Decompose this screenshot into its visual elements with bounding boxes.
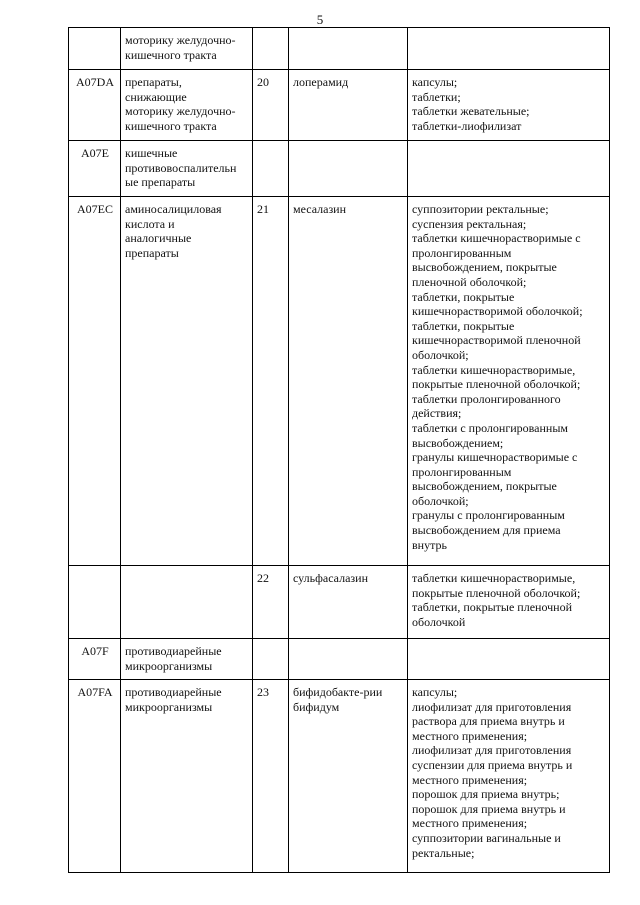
dosage-forms-cell-line: лиофилизат для приготовления <box>412 699 572 714</box>
dosage-forms-cell-line: капсулы; <box>412 75 458 89</box>
group-name-cell-line: ые препараты <box>125 175 196 190</box>
group-name-cell <box>121 566 253 639</box>
group-name-cell-line: кишечного тракта <box>125 47 217 62</box>
dosage-forms-cell <box>408 680 610 873</box>
drug-name-cell-line: сульфасалазин <box>293 571 369 585</box>
dosage-forms-cell-line: кишечнорастворимой оболочкой; <box>412 304 583 319</box>
table-row <box>69 70 610 141</box>
item-number-cell: 20 <box>253 70 289 141</box>
group-name-cell-line: микроорганизмы <box>125 658 213 673</box>
drug-name-cell <box>289 70 408 141</box>
atc-code-cell: A07E <box>69 141 121 197</box>
dosage-forms-cell-line: таблетки; <box>412 89 461 104</box>
group-name-cell <box>121 197 253 566</box>
dosage-forms-cell-line: таблетки пролонгированного <box>412 391 561 406</box>
group-name-cell-line: препараты, <box>125 75 182 89</box>
item-number-cell: 22 <box>253 566 289 639</box>
dosage-forms-cell-line: местного применения; <box>412 772 528 787</box>
dosage-forms-cell-line: таблетки с пролонгированным <box>412 420 569 435</box>
group-name-cell-line: кислота и <box>125 216 175 231</box>
group-name-cell-line: противовоспалительн <box>125 160 237 175</box>
dosage-forms-cell-line: пролонгированным <box>412 245 512 260</box>
group-name-cell-line: моторику желудочно- <box>125 33 236 47</box>
group-name-cell <box>121 639 253 680</box>
dosage-forms-cell-line: суппозитории ректальные; <box>412 202 549 216</box>
dosage-forms-cell-line: покрытые пленочной оболочкой; <box>412 377 581 392</box>
group-name-cell-line: снижающие <box>125 89 187 104</box>
group-name-cell-line: аминосалициловая <box>125 202 222 216</box>
drug-name-cell-line: бифидобакте-рии <box>293 685 383 699</box>
drug-name-cell <box>289 680 408 873</box>
drug-name-cell-line: лоперамид <box>293 75 349 89</box>
dosage-forms-cell-line: капсулы; <box>412 685 458 699</box>
dosage-forms-cell <box>408 639 610 680</box>
dosage-forms-cell-line: суспензия ректальная; <box>412 216 527 231</box>
table-row <box>69 28 610 70</box>
dosage-forms-cell-line: покрытые пленочной оболочкой; <box>412 585 581 600</box>
dosage-forms-cell-line: таблетки жевательные; <box>412 104 530 119</box>
drug-name-cell-line: месалазин <box>293 202 347 216</box>
dosage-forms-cell-line: таблетки-лиофилизат <box>412 118 522 133</box>
dosage-forms-cell-line: порошок для приема внутрь; <box>412 787 560 802</box>
item-number-cell <box>253 639 289 680</box>
dosage-forms-cell <box>408 28 610 70</box>
group-name-cell-line: противодиарейные <box>125 644 222 658</box>
item-number-cell: 23 <box>253 680 289 873</box>
dosage-forms-cell-line: ректальные; <box>412 845 475 860</box>
dosage-forms-cell-line: раствора для приема внутрь и <box>412 714 565 729</box>
dosage-forms-cell <box>408 197 610 566</box>
dosage-forms-cell-line: пролонгированным <box>412 464 512 479</box>
dosage-forms-cell-line: высвобождением, покрытые <box>412 479 557 494</box>
dosage-forms-cell-line: местного применения; <box>412 728 528 743</box>
table-row <box>69 680 610 873</box>
table-row <box>69 197 610 566</box>
group-name-cell-line: противодиарейные <box>125 685 222 699</box>
dosage-forms-cell-line: оболочкой; <box>412 493 469 508</box>
drug-name-cell <box>289 566 408 639</box>
dosage-forms-cell-line: суспензии для приема внутрь и <box>412 757 573 772</box>
group-name-cell <box>121 141 253 197</box>
drug-name-cell <box>289 28 408 70</box>
dosage-forms-cell-line: лиофилизат для приготовления <box>412 743 572 758</box>
dosage-forms-cell-line: таблетки, покрытые <box>412 318 515 333</box>
dosage-forms-cell-line: высвобождением для приема <box>412 523 561 538</box>
item-number-cell: 21 <box>253 197 289 566</box>
group-name-cell-line: кишечные <box>125 146 178 160</box>
item-number-cell <box>253 28 289 70</box>
dosage-forms-cell-line: оболочкой; <box>412 347 469 362</box>
dosage-forms-cell-line: таблетки кишечнорастворимые с <box>412 231 581 246</box>
drug-name-cell-line: бифидум <box>293 699 340 714</box>
group-name-cell-line: кишечного тракта <box>125 118 217 133</box>
item-number-cell <box>253 141 289 197</box>
atc-code-cell <box>69 28 121 70</box>
dosage-forms-cell-line: таблетки кишечнорастворимые, <box>412 362 576 377</box>
drug-list-table <box>68 27 610 873</box>
group-name-cell-line: аналогичные <box>125 231 192 246</box>
dosage-forms-cell-line: кишечнорастворимой пленочной <box>412 333 581 348</box>
group-name-cell <box>121 680 253 873</box>
group-name-cell-line: препараты <box>125 245 179 260</box>
atc-code-cell: A07EC <box>69 197 121 566</box>
dosage-forms-cell-line: гранулы с пролонгированным <box>412 508 565 523</box>
dosage-forms-cell <box>408 70 610 141</box>
dosage-forms-cell <box>408 141 610 197</box>
group-name-cell <box>121 70 253 141</box>
dosage-forms-cell-line: таблетки, покрытые <box>412 289 515 304</box>
atc-code-cell: A07FA <box>69 680 121 873</box>
atc-code-cell: A07F <box>69 639 121 680</box>
atc-code-cell: A07DA <box>69 70 121 141</box>
dosage-forms-cell-line: оболочкой <box>412 614 466 629</box>
dosage-forms-cell-line: местного применения; <box>412 816 528 831</box>
group-name-cell <box>121 28 253 70</box>
dosage-forms-cell-line: внутрь <box>412 537 447 552</box>
dosage-forms-cell-line: таблетки кишечнорастворимые, <box>412 571 576 585</box>
table-row <box>69 141 610 197</box>
group-name-cell-line: моторику желудочно- <box>125 104 236 119</box>
dosage-forms-cell-line: порошок для приема внутрь и <box>412 801 566 816</box>
dosage-forms-cell-line: пленочной оболочкой; <box>412 274 527 289</box>
page-number: 5 <box>316 12 324 27</box>
group-name-cell-line: микроорганизмы <box>125 699 213 714</box>
dosage-forms-cell-line: таблетки, покрытые пленочной <box>412 600 573 615</box>
dosage-forms-cell-line: высвобождением, покрытые <box>412 260 557 275</box>
dosage-forms-cell <box>408 566 610 639</box>
dosage-forms-cell-line: суппозитории вагинальные и <box>412 830 561 845</box>
dosage-forms-cell-line: гранулы кишечнорастворимые с <box>412 450 578 465</box>
drug-name-cell <box>289 141 408 197</box>
drug-name-cell <box>289 197 408 566</box>
dosage-forms-cell-line: действия; <box>412 406 462 421</box>
table-row <box>69 566 610 639</box>
dosage-forms-cell-line: высвобождением; <box>412 435 504 450</box>
table-row <box>69 639 610 680</box>
atc-code-cell <box>69 566 121 639</box>
drug-name-cell <box>289 639 408 680</box>
